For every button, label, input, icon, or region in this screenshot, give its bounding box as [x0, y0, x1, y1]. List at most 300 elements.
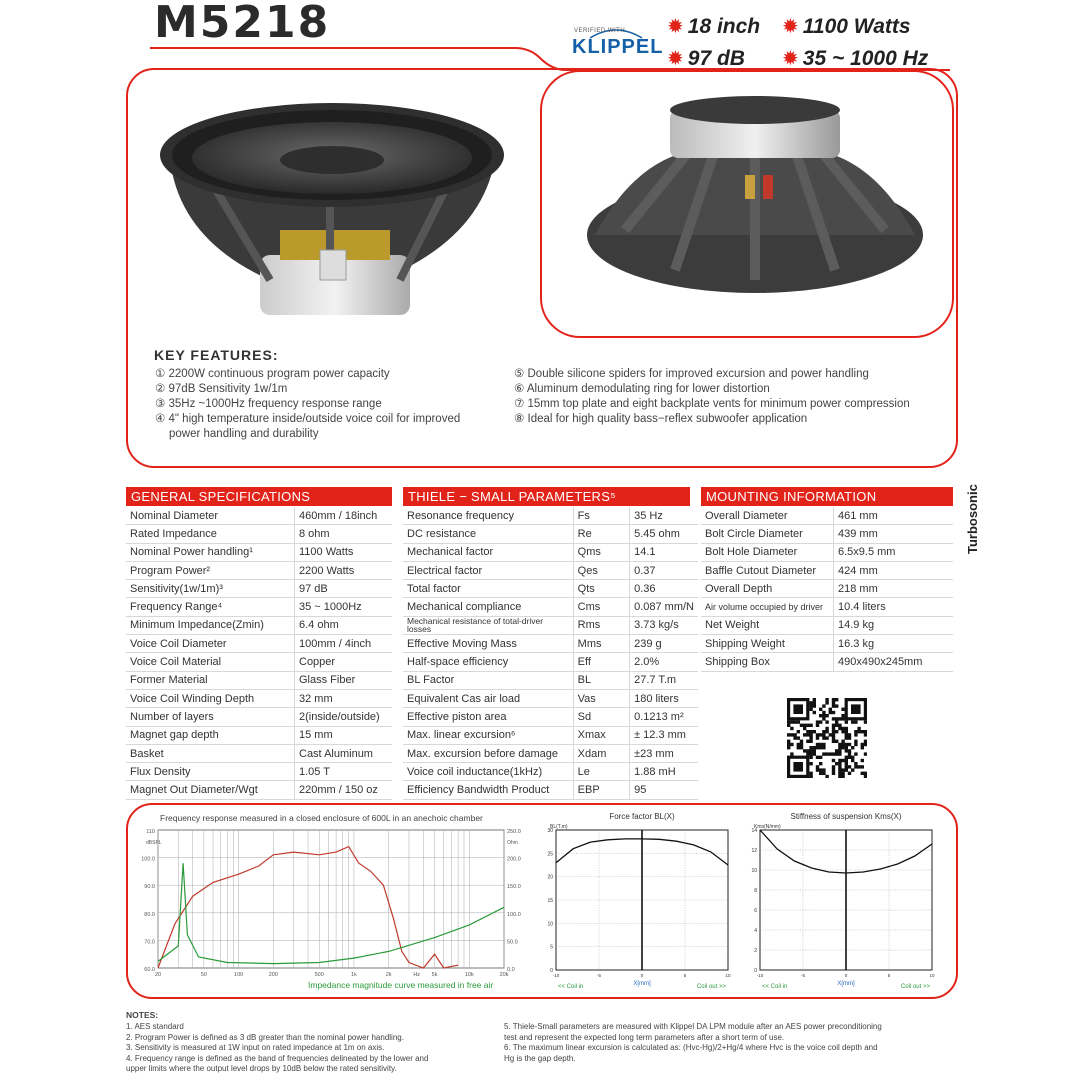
y-tick-label: 30	[547, 828, 553, 834]
qr-module	[845, 765, 848, 768]
param-symbol: Fs	[573, 507, 629, 525]
impedance-caption: Impedance magnitude curve measured in free air	[308, 980, 494, 990]
qr-module	[845, 746, 848, 749]
param-name: BL Factor	[403, 671, 573, 689]
param-name: Nominal Diameter	[126, 507, 295, 525]
param-value: 35 ~ 1000Hz	[295, 598, 393, 616]
mounting-info-table	[701, 507, 953, 672]
qr-module	[813, 711, 816, 714]
param-symbol: Le	[573, 763, 629, 781]
qr-module	[851, 746, 854, 749]
qr-module	[832, 724, 835, 727]
table-row	[403, 689, 698, 707]
param-value: 424 mm	[834, 561, 954, 579]
qr-module	[857, 730, 860, 733]
qr-module	[829, 708, 832, 711]
param-name: Overall Depth	[701, 580, 834, 598]
x-tick-label: 0	[640, 973, 644, 978]
param-symbol: Xmax	[573, 726, 629, 744]
qr-module	[854, 765, 857, 768]
param-value: ± 12.3 mm	[630, 726, 698, 744]
param-symbol: Vas	[573, 689, 629, 707]
param-name: Half-space efficiency	[403, 653, 573, 671]
qr-module	[838, 746, 841, 749]
qr-module	[848, 772, 851, 775]
qr-module	[854, 740, 857, 743]
param-name: Bolt Circle Diameter	[701, 525, 834, 543]
qr-module	[825, 698, 828, 701]
qr-module	[800, 746, 803, 749]
qr-module	[819, 762, 822, 765]
x-tick-label: 50	[200, 972, 207, 978]
y-tick-label: 25	[547, 851, 553, 858]
param-value: 97 dB	[295, 580, 393, 598]
table-row	[701, 653, 953, 671]
qr-finder	[793, 762, 803, 772]
param-value: 460mm / 18inch	[295, 507, 393, 525]
param-name: Max. excursion before damage	[403, 744, 573, 762]
param-value: ±23 mm	[630, 744, 698, 762]
y-tick-label: 12	[751, 848, 757, 854]
qr-module	[845, 736, 848, 739]
qr-module	[790, 733, 793, 736]
param-value: 0.1213 m²	[630, 708, 698, 726]
param-value: Cast Aluminum	[295, 744, 393, 762]
qr-module	[809, 704, 812, 707]
notes-title: NOTES:	[126, 1010, 159, 1020]
qr-module	[800, 740, 803, 743]
qr-module	[832, 730, 835, 733]
qr-module	[841, 743, 844, 746]
x-tick-label: 500	[314, 972, 324, 978]
spec-sensitivity: ✹ 97 dB	[667, 47, 745, 70]
feature-item: ⑧ Ideal for high quality bass−reflex subwoofer application	[514, 413, 808, 425]
feature-item: ② 97dB Sensitivity 1w/1m	[155, 383, 288, 395]
y2-axis-unit: Ohm	[507, 840, 518, 846]
qr-module	[838, 768, 841, 771]
param-value: 10.4 liters	[834, 598, 954, 616]
qr-module	[809, 740, 812, 743]
y-tick-label: 20	[547, 874, 553, 881]
qr-module	[822, 704, 825, 707]
qr-module	[854, 752, 857, 755]
note-item: 1. AES standard	[126, 1022, 184, 1031]
qr-module	[835, 752, 838, 755]
coil-out-label: Coil out >>	[900, 984, 930, 990]
qr-module	[787, 733, 790, 736]
qr-module	[787, 724, 790, 727]
force-factor-chart	[536, 808, 741, 994]
qr-module	[819, 768, 822, 771]
qr-module	[829, 711, 832, 714]
qr-module	[835, 740, 838, 743]
x-tick-label: -5	[800, 973, 806, 978]
param-value: 16.3 kg	[834, 635, 954, 653]
param-name: Equivalent Cas air load	[403, 689, 573, 707]
param-name: Mechanical resistance of total-driver losses	[403, 616, 573, 634]
feature-item: ⑥ Aluminum demodulating ring for lower distortion	[514, 383, 770, 395]
qr-module	[851, 759, 854, 762]
qr-module	[851, 768, 854, 771]
param-name: Bolt Hole Diameter	[701, 543, 834, 561]
qr-module	[806, 749, 809, 752]
param-name: Frequency Range⁴	[126, 598, 295, 616]
qr-module	[822, 711, 825, 714]
param-name: Shipping Box	[701, 653, 834, 671]
qr-module	[848, 736, 851, 739]
x-tick-label: 10	[725, 973, 731, 978]
qr-module	[816, 765, 819, 768]
feature-item: power handling and durability	[169, 428, 319, 440]
x-tick-label: 5	[887, 973, 891, 978]
param-name: Max. linear excursion⁶	[403, 726, 573, 744]
param-symbol: Sd	[573, 708, 629, 726]
param-value: 6.5x9.5 mm	[834, 543, 954, 561]
note-item: 2. Program Power is defined as 3 dB greater than the nominal power handling.	[126, 1032, 404, 1042]
param-value: 35 Hz	[630, 507, 698, 525]
klippel-brand-text: KLIPPEL	[572, 36, 664, 58]
note-item: 3. Sensitivity is measured at 1W input on rated impedance at 1m on axis.	[126, 1043, 385, 1052]
table-row	[701, 580, 953, 598]
qr-module	[816, 756, 819, 759]
y-tick-label: 6	[754, 908, 757, 914]
qr-module	[822, 743, 825, 746]
qr-module	[822, 714, 825, 717]
stiffness-chart	[740, 808, 945, 994]
qr-module	[809, 775, 812, 778]
y-tick-label: 0	[550, 968, 553, 974]
qr-module	[854, 762, 857, 765]
qr-module	[854, 733, 857, 736]
klippel-logo	[566, 28, 664, 68]
y-tick-label: 8	[754, 888, 757, 894]
qr-module	[848, 749, 851, 752]
qr-module	[838, 772, 841, 775]
qr-module	[864, 772, 867, 775]
table-row	[403, 616, 698, 634]
qr-module	[809, 708, 812, 711]
x-tick-label: -5	[596, 973, 602, 978]
x-tick-label: 2k	[385, 972, 392, 978]
qr-module	[838, 775, 841, 778]
qr-module	[845, 727, 848, 730]
qr-module	[819, 756, 822, 759]
qr-module	[816, 736, 819, 739]
y2-tick-label: 150.0	[507, 884, 521, 891]
qr-module	[864, 775, 867, 778]
table-row	[126, 689, 392, 707]
qr-module	[864, 730, 867, 733]
param-value: 2.0%	[630, 653, 698, 671]
qr-module	[800, 743, 803, 746]
qr-module	[845, 756, 848, 759]
qr-module	[819, 772, 822, 775]
param-value: 461 mm	[834, 507, 954, 525]
x-axis-unit: Hz	[413, 972, 421, 978]
table-row	[701, 598, 953, 616]
qr-module	[832, 772, 835, 775]
param-value: 1100 Watts	[295, 543, 393, 561]
param-name: Voice Coil Material	[126, 653, 295, 671]
y-tick-label: 10	[547, 921, 553, 928]
y-tick-label: 110	[146, 829, 155, 835]
table-row	[126, 726, 392, 744]
qr-module	[787, 743, 790, 746]
qr-module	[822, 752, 825, 755]
table-row	[403, 653, 698, 671]
qr-module	[845, 743, 848, 746]
qr-module	[809, 701, 812, 704]
param-value: 0.087 mm/N	[630, 598, 698, 616]
table-row	[126, 671, 392, 689]
x-tick-label: 20k	[499, 972, 509, 978]
y-tick-label: 5	[550, 944, 553, 951]
qr-module	[848, 752, 851, 755]
param-symbol: EBP	[573, 781, 629, 799]
note-item: 6. The maximum linear excursion is calculated as: (Hvc-Hg)/2+Hg/4 where Hvc is the voice coil depth and	[504, 1043, 878, 1052]
qr-module	[841, 730, 844, 733]
param-name: Resonance frequency	[403, 507, 573, 525]
x-tick-label: 20	[154, 972, 162, 978]
qr-module	[813, 704, 816, 707]
qr-module	[832, 704, 835, 707]
qr-module	[816, 720, 819, 723]
qr-module	[809, 733, 812, 736]
qr-module	[835, 717, 838, 720]
qr-code-icon	[787, 698, 867, 778]
qr-module	[864, 743, 867, 746]
sun-icon: ✹	[667, 16, 684, 38]
qr-module	[813, 698, 816, 701]
param-name: Voice Coil Diameter	[126, 635, 295, 653]
qr-module	[861, 772, 864, 775]
model-title: M5218	[154, 0, 331, 48]
qr-module	[832, 733, 835, 736]
qr-module	[832, 765, 835, 768]
table-row	[126, 598, 392, 616]
qr-module	[841, 727, 844, 730]
chart-title: Force factor BL(X)	[609, 812, 675, 821]
param-value: 439 mm	[834, 525, 954, 543]
y2-tick-label: 50.0	[507, 939, 518, 946]
qr-module	[838, 765, 841, 768]
qr-module	[841, 708, 844, 711]
qr-module	[787, 740, 790, 743]
qr-module	[825, 714, 828, 717]
param-value: 220mm / 150 oz	[295, 781, 393, 799]
table-row	[403, 543, 698, 561]
param-value: 1.05 T	[295, 763, 393, 781]
table-row	[403, 580, 698, 598]
param-name: Sensitivity(1w/1m)³	[126, 580, 295, 598]
y-tick-label: 2	[754, 948, 757, 954]
qr-module	[861, 730, 864, 733]
note-item: test and represent the expected long term parameters after a short term of use.	[504, 1032, 785, 1042]
table-row	[126, 708, 392, 726]
param-symbol: Mms	[573, 635, 629, 653]
x-tick-label: 100	[234, 972, 244, 978]
qr-module	[825, 775, 828, 778]
qr-module	[851, 756, 854, 759]
qr-module	[841, 740, 844, 743]
qr-module	[819, 746, 822, 749]
qr-module	[825, 701, 828, 704]
param-value: 100mm / 4inch	[295, 635, 393, 653]
qr-module	[835, 704, 838, 707]
y-axis-unit: BL(T.m)	[550, 824, 568, 830]
qr-module	[841, 717, 844, 720]
general-specs-table	[126, 507, 392, 800]
param-symbol: Qms	[573, 543, 629, 561]
qr-module	[803, 727, 806, 730]
qr-module	[832, 752, 835, 755]
qr-module	[793, 720, 796, 723]
qr-module	[832, 701, 835, 704]
klippel-verified-text: VERIFIED WITH	[574, 28, 626, 34]
feature-item: ⑤ Double silicone spiders for improved excursion and power handling	[514, 368, 869, 380]
qr-module	[806, 752, 809, 755]
qr-module	[790, 720, 793, 723]
param-symbol: Xdam	[573, 744, 629, 762]
param-symbol: Rms	[573, 616, 629, 634]
qr-module	[809, 749, 812, 752]
feature-item: ③ 35Hz ~1000Hz frequency response range	[155, 398, 382, 410]
qr-module	[813, 746, 816, 749]
table-row	[126, 763, 392, 781]
param-value: 490x490x245mm	[834, 653, 954, 671]
param-value: 8 ohm	[295, 525, 393, 543]
qr-module	[838, 727, 841, 730]
param-symbol: Re	[573, 525, 629, 543]
param-name: Magnet gap depth	[126, 726, 295, 744]
qr-module	[787, 720, 790, 723]
qr-module	[797, 746, 800, 749]
freq-chart-title: Frequency response measured in a closed enclosure of 600L in an anechoic chamber	[160, 813, 483, 823]
qr-module	[845, 762, 848, 765]
qr-module	[854, 743, 857, 746]
qr-module	[819, 708, 822, 711]
notes-left	[126, 1022, 428, 1075]
qr-module	[813, 701, 816, 704]
qr-module	[864, 740, 867, 743]
param-value: 14.9 kg	[834, 616, 954, 634]
feature-item: ⑦ 15mm top plate and eight backplate vents for minimum power compression	[514, 398, 910, 410]
qr-module	[790, 752, 793, 755]
qr-module	[841, 775, 844, 778]
y2-tick-label: 0.0	[507, 967, 515, 973]
table-row	[403, 708, 698, 726]
chart-title: Stiffness of suspension Kms(X)	[790, 812, 902, 821]
param-name: Overall Diameter	[701, 507, 834, 525]
param-name: Flux Density	[126, 763, 295, 781]
features-right-list	[514, 367, 910, 427]
qr-module	[816, 743, 819, 746]
param-value: 5.45 ohm	[630, 525, 698, 543]
qr-module	[832, 717, 835, 720]
thiele-small-table	[403, 507, 698, 800]
notes-right	[504, 1022, 882, 1064]
table-row	[403, 635, 698, 653]
qr-module	[816, 746, 819, 749]
y2-tick-label: 100.0	[507, 911, 521, 918]
qr-module	[848, 743, 851, 746]
y-tick-label: 15	[547, 898, 553, 904]
table-row	[403, 744, 698, 762]
qr-module	[809, 772, 812, 775]
table-row	[126, 635, 392, 653]
qr-module	[857, 765, 860, 768]
param-name: Effective piston area	[403, 708, 573, 726]
qr-module	[809, 762, 812, 765]
qr-module	[809, 746, 812, 749]
table-row	[126, 507, 392, 525]
coil-out-label: Coil out >>	[696, 984, 726, 990]
qr-module	[790, 743, 793, 746]
qr-module	[797, 730, 800, 733]
y-tick-label: 60.0	[144, 967, 155, 973]
qr-module	[797, 720, 800, 723]
table-row	[126, 561, 392, 579]
param-name: Effective Moving Mass	[403, 635, 573, 653]
y-tick-label: 80.0	[144, 911, 155, 918]
qr-module	[822, 772, 825, 775]
param-value: 0.37	[630, 561, 698, 579]
y-axis-unit: Kms(N/mm)	[754, 824, 781, 830]
qr-module	[845, 730, 848, 733]
param-name: Rated Impedance	[126, 525, 295, 543]
qr-module	[813, 730, 816, 733]
table-row	[126, 653, 392, 671]
qr-module	[832, 727, 835, 730]
param-value: 1.88 mH	[630, 763, 698, 781]
qr-module	[797, 743, 800, 746]
qr-module	[845, 733, 848, 736]
y-tick-label: 0	[754, 968, 757, 974]
spec-size: ✹ 18 inch	[667, 15, 761, 38]
qr-module	[803, 733, 806, 736]
spec-power: ✹ 1100 Watts	[782, 15, 911, 38]
qr-module	[851, 720, 854, 723]
x-tick-label: 1k	[351, 972, 357, 978]
qr-module	[809, 756, 812, 759]
turbosonic-text: Turbosonic	[965, 484, 980, 554]
param-value: 95	[630, 781, 698, 799]
x-tick-label: 5k	[431, 972, 438, 978]
qr-module	[845, 749, 848, 752]
param-name: DC resistance	[403, 525, 573, 543]
frequency-response-chart	[128, 808, 528, 994]
table-row	[403, 507, 698, 525]
note-item: 5. Thiele-Small parameters are measured with Klippel DA LPM module after an AES power preconditioning	[504, 1022, 882, 1031]
qr-module	[838, 759, 841, 762]
mounting-info-header: MOUNTING INFORMATION	[701, 487, 953, 506]
x-tick-label: 10	[929, 973, 935, 978]
param-value: 2200 Watts	[295, 561, 393, 579]
x-tick-label: -10	[552, 973, 560, 978]
param-name: Air volume occupied by driver	[701, 598, 834, 616]
qr-module	[838, 749, 841, 752]
y-tick-label: 10	[751, 868, 757, 874]
param-value: 15 mm	[295, 726, 393, 744]
x-axis-label: X[mm]	[837, 981, 855, 987]
qr-module	[838, 762, 841, 765]
qr-module	[825, 752, 828, 755]
qr-module	[841, 772, 844, 775]
param-value: 6.4 ohm	[295, 616, 393, 634]
qr-module	[797, 736, 800, 739]
qr-module	[822, 746, 825, 749]
table-row	[403, 763, 698, 781]
